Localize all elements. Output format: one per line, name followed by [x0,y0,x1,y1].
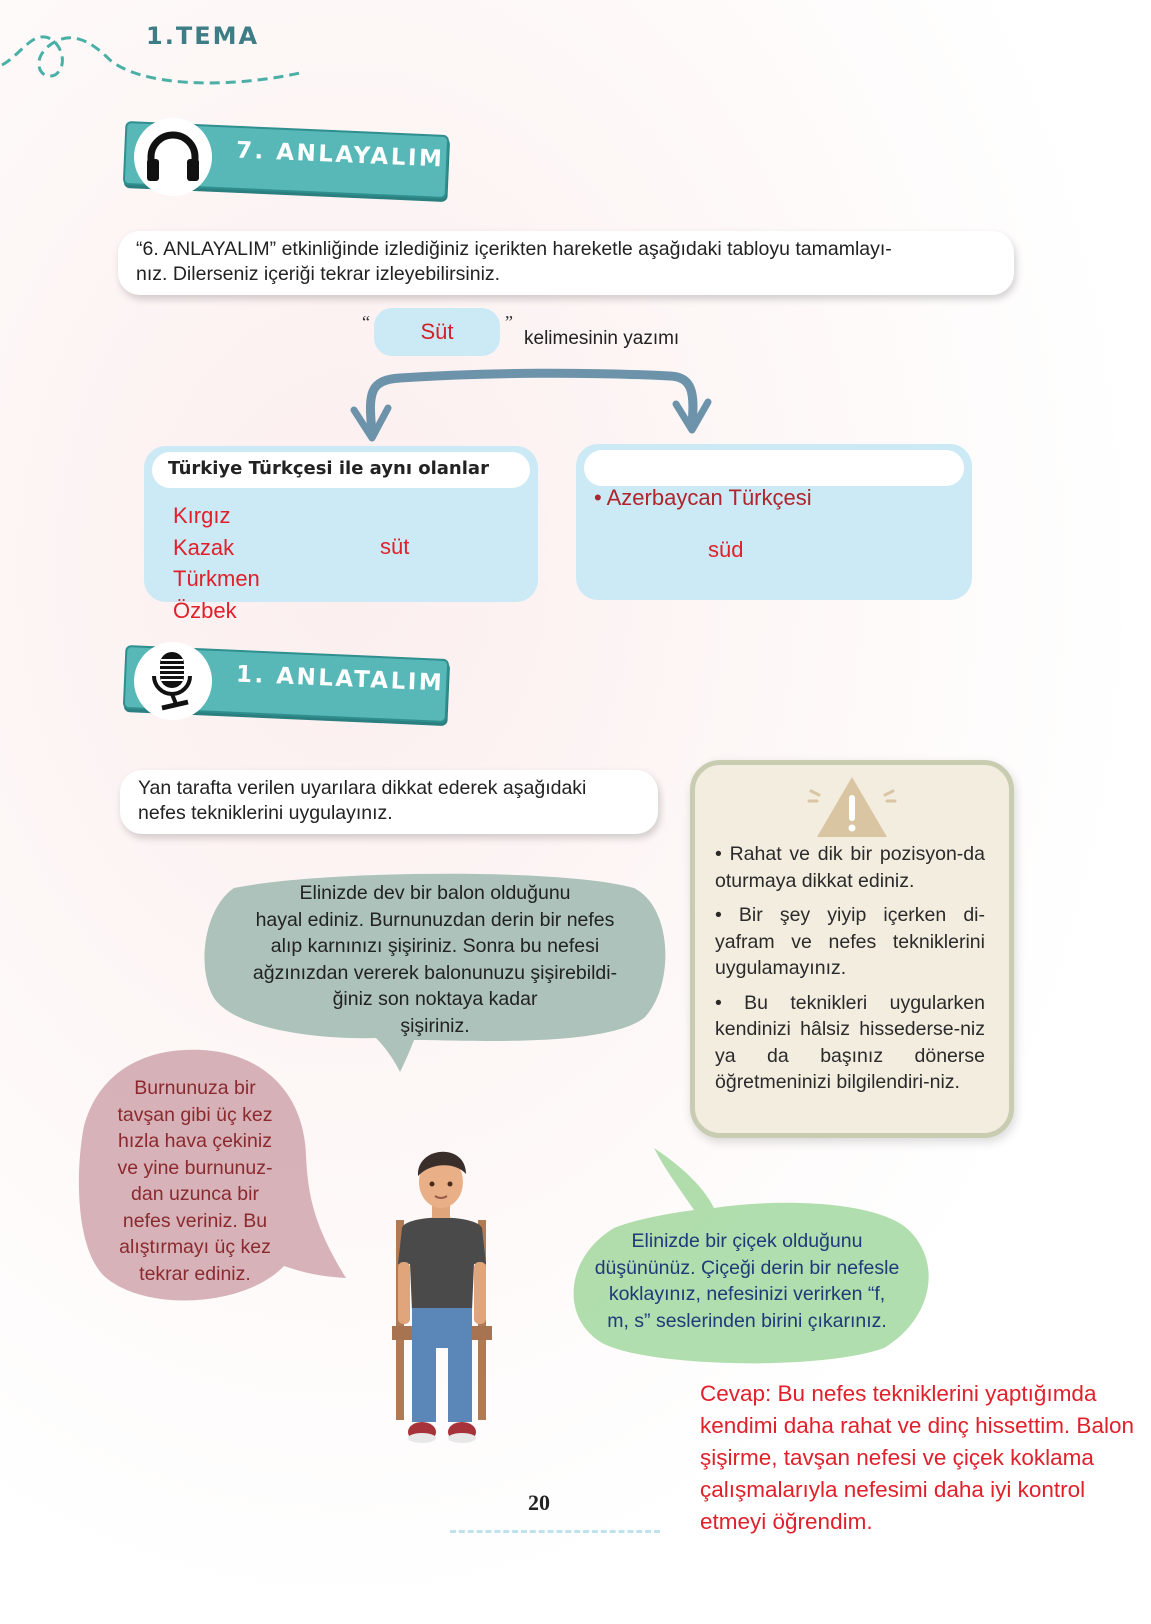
answer-text: Cevap: Bu nefes tekniklerini yaptığımda kendimi daha rahat ve dinç hissettim. Balon şişirme, tavşan nefesi ve çiçek koklama çalışmalarıyla nefesimi daha iyi kontrol etmeyi öğrendim. [700,1381,1134,1534]
sitting-boy-illustration [386,1140,498,1452]
word-answer-field[interactable] [374,308,500,356]
warning-icon [807,773,897,843]
left-spelling: süt [380,534,410,559]
dialect-item: Türkmen [173,566,260,591]
dialect-list [173,500,260,626]
open-quote: “ [362,312,370,332]
decorative-dashed-line [450,1530,660,1533]
right-spelling: süd [708,537,744,562]
warning-item: • Bu teknikleri uygularken kendinizi hâlsiz hissederse-niz ya da başınız dönerse öğretmeninizi bilgilendiri-niz. [715,991,985,1093]
warning-card [690,760,1014,1138]
close-quote: ” [505,312,513,332]
dialect-item: Özbek [173,597,237,623]
instruction-line-1: Yan tarafta verilen uyarılara dikkat ederek aşağıdaki [138,777,587,799]
warning-item: • Rahat ve dik bir pozisyon-da oturmaya dikkat ediniz. [715,843,985,892]
balloon-bubble-text: Elinizde dev bir balon olduğunu hayal ediniz. Burnunuzdan derin bir nefes alıp karnınızı şişiriniz. Sonra bu nefesi ağzınızdan vererek balonunuzu şişirebildi- ğiniz son noktaya kadar şişiriniz. [252,882,618,1037]
bullet: • [594,485,602,510]
warning-item: • Bir şey yiyip içerken di-yafram ve nefes tekniklerini uygulamayınız. [715,904,985,979]
section-banner-anlatalim [116,642,446,718]
instruction-box-2 [120,770,658,834]
word-answer: Süt [420,319,454,344]
box-heading: Türkiye Türkçesi ile aynı olanlar [152,452,530,488]
branch-arrow-icon [340,362,730,447]
banner-label: 7. ANLAYALIM [235,137,445,173]
instruction-line-2: nız. Dilerseniz içeriği tekrar izleyebilirsiniz. [136,263,501,285]
microphone-icon [134,642,212,720]
word-suffix: kelimesinin yazımı [524,328,680,349]
dialect-item: Kazak [173,534,235,560]
theme-title: 1.TEMA [146,22,260,50]
rabbit-bubble-text: Burnunuza bir tavşan gibi üç kez hızla hava çekiniz ve yine burnunuz- dan uzunca bir nefes veriniz. Bu alıştırmayı üç kez tekrar ediniz. [117,1077,273,1285]
box-heading-empty[interactable] [584,450,964,486]
instruction-line-2: nefes tekniklerini uygulayınız. [138,802,393,824]
different-box [576,444,972,600]
dialect-item: Kırgız [173,503,231,528]
instruction-box [118,231,1014,295]
instruction-line-1: “6. ANLAYALIM” etkinliğinde izlediğiniz içerikten hareketle aşağıdaki tabloyu tamamlayı- [136,238,892,260]
headphones-icon [134,118,212,196]
flower-bubble-text: Elinizde bir çiçek olduğunu düşününüz. Çiçeği derin bir nefesle koklayınız, nefesinizi verirken “f, m, s” seslerinden birini çıkarınız. [594,1230,900,1332]
dialect-item-azerbaijani: • Azerbaycan Türkçesi [594,485,812,510]
section-banner-anlayalim [116,118,446,194]
page-number: 20 [528,1490,550,1515]
banner-label: 1. ANLATALIM [235,661,445,697]
